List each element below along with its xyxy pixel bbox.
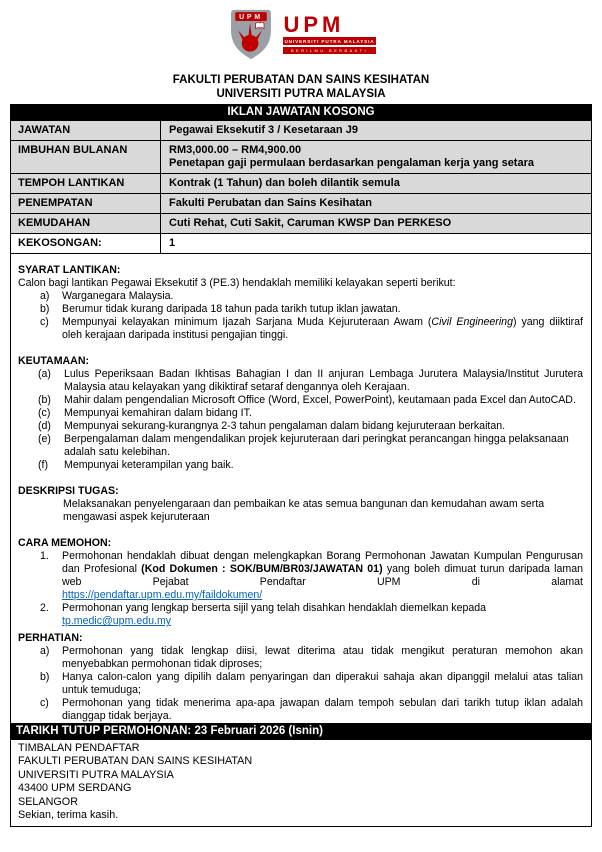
- list-item: b) Hanya calon-calon yang dipilih dalam penyaringan dan diperakui sahaja akan dipanggil melalui atas talian untuk temuduga;: [40, 671, 583, 696]
- list-item: a) Warganegara Malaysia.: [40, 290, 174, 302]
- row-value: Pegawai Eksekutif 3 / Kesetaraan J9: [169, 124, 358, 136]
- section-heading: CARA MEMOHON:: [18, 537, 112, 549]
- section-deskripsi-tugas: [18, 485, 583, 524]
- salary-note: Penetapan gaji permulaan berdasarkan pengalaman kerja yang setara: [169, 157, 534, 169]
- table-row-tempoh: [11, 174, 591, 194]
- upm-wordmark-text: UPM: [283, 12, 345, 37]
- section-perhatian: [18, 632, 583, 723]
- footer-closing: Sekian, terima kasih.: [18, 809, 119, 822]
- list-item: 1. Permohonan hendaklah dibuat dengan melengkapkan Borang Permohonan Jawatan Kumpulan Pengurusan dan Profesional (Kod Dokumen : SOK/BUM/BR03/JAWATAN 01) yang boleh dimuat turun daripada laman web Pejabat Pendaftar UPM di alamat https://pendaftar.upm.edu.my/faildokumen/: [40, 550, 584, 601]
- section-keutamaan: [18, 355, 583, 472]
- row-label: KEKOSONGAN:: [11, 234, 161, 253]
- upm-tagline-bar: BERILMU BERBAKTI: [283, 47, 375, 54]
- footer-line: FAKULTI PERUBATAN DAN SAINS KESIHATAN: [18, 755, 253, 768]
- vacancy-info-table: [10, 121, 592, 254]
- row-label: PENEMPATAN: [11, 194, 161, 213]
- footer-line: SELANGOR: [18, 795, 78, 808]
- section-heading: KEUTAMAAN:: [18, 355, 90, 367]
- footer-address-block: [10, 740, 592, 827]
- footer-line: UNIVERSITI PUTRA MALAYSIA: [18, 768, 174, 781]
- faculty-title: FAKULTI PERUBATAN DAN SAINS KESIHATAN: [172, 74, 430, 86]
- row-value: Cuti Rehat, Cuti Sakit, Caruman KWSP Dan PERKESO: [169, 217, 452, 229]
- upm-logo: [10, 6, 592, 64]
- closing-date-banner: TARIKH TUTUP PERMOHONAN: 23 Februari 2026 (Isnin): [10, 723, 592, 740]
- row-label: TEMPOH LANTIKAN: [11, 174, 161, 193]
- section-syarat-lantikan: [18, 264, 583, 342]
- section-heading: DESKRIPSI TUGAS:: [18, 485, 119, 497]
- list-item: b) Berumur tidak kurang daripada 18 tahun pada tarikh tutup iklan jawatan.: [40, 303, 401, 315]
- row-value: Fakulti Perubatan dan Sains Kesihatan: [169, 197, 372, 209]
- footer-line: TIMBALAN PENDAFTAR: [18, 742, 140, 754]
- vacancy-banner: IKLAN JAWATAN KOSONG: [10, 104, 592, 121]
- table-row-kekosongan: [11, 234, 591, 254]
- table-row-imbuhan: [11, 141, 591, 174]
- section-cara-memohon: [18, 537, 583, 628]
- list-item: c) Mempunyai kelayakan minimum Ijazah Sarjana Muda Kejuruteraan Awam (Civil Engineering) yang diiktiraf oleh kerajaan daripada institusi pengajian tinggi.: [40, 316, 583, 341]
- section-heading: SYARAT LANTIKAN:: [18, 264, 121, 276]
- table-row-jawatan: [11, 121, 591, 141]
- upm-name-bar: UNIVERSITI PUTRA MALAYSIA: [284, 38, 375, 44]
- document-title: [10, 73, 592, 101]
- row-value: [161, 141, 591, 173]
- table-row-penempatan: [11, 194, 591, 214]
- syarat-intro: Calon bagi lantikan Pegawai Eksekutif 3 (PE.3) hendaklah memiliki kelayakan seperti berikut:: [18, 277, 456, 289]
- application-form-link[interactable]: https://pendaftar.upm.edu.my/faildokumen/: [62, 589, 263, 601]
- crest-upm-text: UPM: [239, 14, 264, 22]
- table-row-kemudahan: [11, 214, 591, 234]
- list-item: (e) Berpengalaman dalam mengendalikan projek kejuruteraan dari peringkat perancangan hingga pelaksanaan adalah satu kelebihan.: [38, 433, 569, 458]
- list-item: c) Permohonan yang tidak menerima apa-apa jawapan dalam tempoh sebulan dari tarikh tutup iklan adalah dianggap tidak berjaya.: [40, 697, 583, 722]
- salary-range: RM3,000.00 – RM4,900.00: [169, 144, 302, 156]
- advert-body: [10, 254, 592, 723]
- application-email-link[interactable]: tp.medic@upm.edu.my: [62, 615, 172, 627]
- list-item: 2. Permohonan yang lengkap berserta sijil yang telah disahkan hendaklah diemelkan kepada tp.medic@upm.edu.my: [40, 602, 583, 628]
- university-title: UNIVERSITI PUTRA MALAYSIA: [216, 88, 386, 100]
- row-label: KEMUDAHAN: [11, 214, 161, 233]
- list-item: (b) Mahir dalam pengendalian Microsoft Office (Word, Excel, PowerPoint), keutamaan pada Excel dan AutoCAD.: [38, 394, 576, 406]
- italic-term: Civil Engineering: [431, 316, 513, 328]
- upm-crest-icon: [226, 8, 276, 60]
- upm-wordmark: [283, 8, 375, 54]
- row-label: JAWATAN: [11, 121, 161, 140]
- row-value: Kontrak (1 Tahun) dan boleh dilantik semula: [169, 177, 400, 189]
- row-label: IMBUHAN BULANAN: [11, 141, 161, 173]
- section-heading: PERHATIAN:: [18, 632, 83, 644]
- list-item: (f) Mempunyai keterampilan yang baik.: [38, 459, 234, 471]
- document-code: (Kod Dokumen : SOK/BUM/BR03/JAWATAN 01): [141, 563, 383, 575]
- list-item: (a) Lulus Peperiksaan Badan Ikhtisas Bahagian I dan II anjuran Lembaga Jurutera Malaysia/Institut Jurutera Malaysia atau kelayakan yang dikiktiraf setaraf dengannya oleh Kerajaan.: [38, 368, 583, 393]
- footer-line: 43400 UPM SERDANG: [18, 782, 132, 795]
- list-item: a) Permohonan yang tidak lengkap diisi, lewat diterima atau tidak mengikut peraturan memohon akan menyebabkan permohonan tidak diproses;: [40, 645, 583, 670]
- list-item: (d) Mempunyai sekurang-kurangnya 2-3 tahun pengalaman dalam bidang kejuruteraan berkaitan.: [38, 420, 506, 432]
- list-item: (c) Mempunyai kemahiran dalam bidang IT.: [38, 407, 252, 419]
- row-value: 1: [169, 237, 176, 249]
- deskripsi-body: Melaksanakan penyelengaraan dan pembaikan ke atas semua bangunan dan kemudahan awam serta mengawasi aspek kejuruteraan: [63, 498, 545, 523]
- crest-book-icon: [256, 22, 264, 28]
